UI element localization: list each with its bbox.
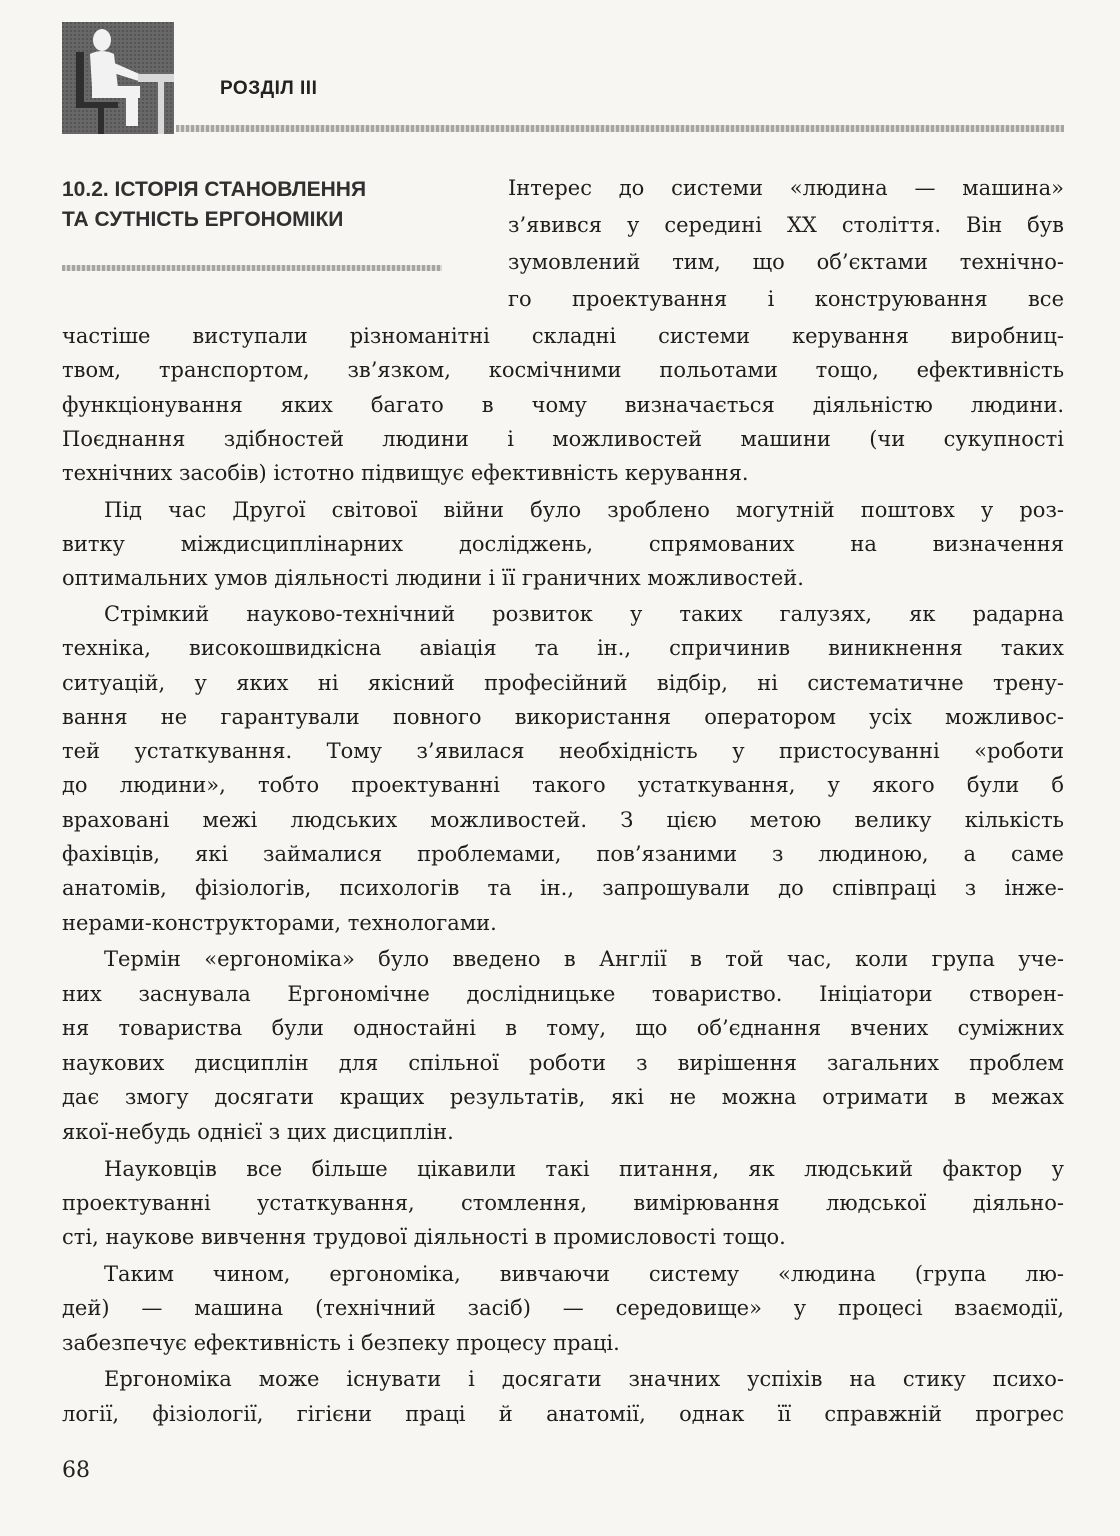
- text-line: якої-небудь однієї з цих дисциплін.: [62, 1120, 454, 1144]
- text-line: Інтерес до системи «людина — машина»: [508, 176, 1064, 200]
- chapter-label: РОЗДІЛ ІІІ: [220, 78, 318, 99]
- section-title-divider: [62, 265, 442, 271]
- text-line: технічних засобів) істотно підвищує ефективність керування.: [62, 461, 749, 485]
- chapter-person-at-desk-icon: [62, 22, 174, 134]
- text-line: Термін «ергономіка» було введено в Англії в той час, коли група уче-: [104, 947, 1064, 971]
- text-line: го проектування і конструювання все: [508, 287, 1064, 311]
- page-number: 68: [62, 1458, 90, 1483]
- text-line: з’явився у середині XX століття. Він був: [508, 213, 1064, 237]
- text-line: до людини», тобто проектуванні такого устаткування, у якого були б: [62, 773, 1064, 797]
- text-line: проектуванні устаткування, стомлення, вимірювання людської діяльно-: [62, 1191, 1064, 1215]
- text-line: фахівців, які займалися проблемами, пов’язаними з людиною, а саме: [62, 842, 1064, 866]
- section-title: [62, 175, 452, 235]
- text-line: вання не гарантували повного використання оператором усіх можливос-: [62, 705, 1064, 729]
- text-line: функціонування яких багато в чому визначається діяльністю людини.: [62, 393, 1064, 417]
- text-line: Стрімкий науково-технічний розвиток у таких галузях, як радарна: [104, 602, 1064, 626]
- text-line: оптимальних умов діяльності людини і її граничних можливостей.: [62, 566, 804, 590]
- text-line: Таким чином, ергономіка, вивчаючи систему «людина (група лю-: [104, 1262, 1064, 1286]
- section-title-line: ТА СУТНІСТЬ ЕРГОНОМІКИ: [62, 208, 344, 231]
- text-line: анатомів, фізіологів, психологів та ін., запрошували до співпраці з інже-: [62, 876, 1064, 900]
- text-line: нерами-конструкторами, технологами.: [62, 911, 497, 935]
- text-line: логії, фізіології, гігієни праці й анатомії, однак її справжній прогрес: [62, 1402, 1064, 1426]
- text-line: Поєднання здібностей людини і можливостей машини (чи сукупності: [62, 427, 1064, 451]
- text-line: твом, транспортом, зв’язком, космічними польотами тощо, ефективність: [62, 358, 1064, 382]
- text-line: дей) — машина (технічний засіб) — середовище» у процесі взаємодії,: [62, 1296, 1064, 1320]
- text-line: враховані межі людських можливостей. З цією метою велику кількість: [62, 808, 1064, 832]
- text-line: Під час Другої світової війни було зроблено могутній поштовх у роз-: [104, 498, 1064, 522]
- text-line: дає змогу досягати кращих результатів, які не можна отримати в межах: [62, 1085, 1064, 1109]
- text-line: ситуацій, у яких ні якісний професійний відбір, ні систематичне трену-: [62, 671, 1064, 695]
- text-line: техніка, високошвидкісна авіація та ін., спричинив виникнення таких: [62, 636, 1064, 660]
- text-line: сті, наукове вивчення трудової діяльності в промисловості тощо.: [62, 1225, 786, 1249]
- text-line: Ергономіка може існувати і досягати значних успіхів на стику психо-: [104, 1367, 1064, 1391]
- text-line: витку міждисциплінарних досліджень, спрямованих на визначення: [62, 532, 1064, 556]
- text-line: ня товариства були одностайні в тому, що об’єднання вчених суміжних: [62, 1016, 1064, 1040]
- text-line: наукових дисциплін для спільної роботи з вирішення загальних проблем: [62, 1051, 1064, 1075]
- text-line: тей устаткування. Тому з’явилася необхідність у пристосуванні «роботи: [62, 739, 1064, 763]
- text-line: частіше виступали різноманітні складні системи керування виробниц-: [62, 324, 1064, 348]
- text-line: Науковців все більше цікавили такі питання, як людський фактор у: [104, 1157, 1064, 1181]
- header-divider: [176, 125, 1064, 132]
- section-title-line: 10.2. ІСТОРІЯ СТАНОВЛЕННЯ: [62, 178, 367, 201]
- text-line: них заснувала Ергономічне дослідницьке товариство. Ініціатори створен-: [62, 982, 1064, 1006]
- text-line: забезпечує ефективність і безпеку процесу праці.: [62, 1331, 620, 1355]
- text-line: зумовлений тим, що об’єктами технічно-: [508, 250, 1064, 274]
